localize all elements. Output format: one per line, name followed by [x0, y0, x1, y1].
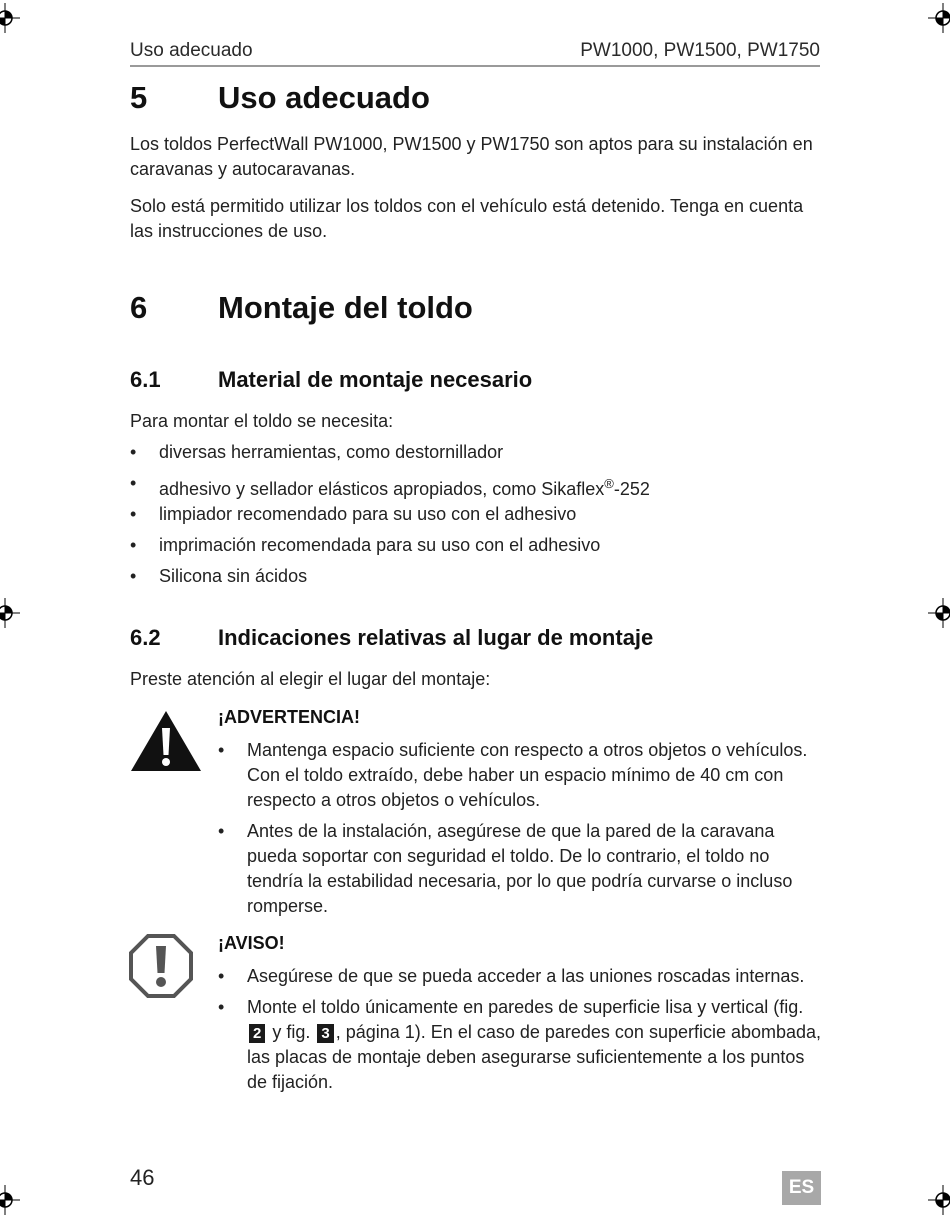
page-number: 46: [130, 1165, 155, 1190]
warning-item: [218, 819, 820, 919]
paragraph-intended-use-1: Los toldos PerfectWall PW1000, PW1500 y PW1750 son aptos para su instalación en caravanas y autocaravanas.: [130, 134, 813, 179]
running-header-section: Uso adecuado: [130, 40, 253, 61]
notice-text-part-b: y fig.: [272, 1022, 311, 1042]
registration-mark-bottom-right: [928, 1185, 950, 1215]
list-item: [130, 471, 820, 499]
heading-section-6-1: [130, 367, 820, 397]
heading-title: Montaje del toldo: [218, 290, 473, 325]
heading-section-6: [130, 290, 820, 330]
figure-ref-2: 2: [249, 1024, 265, 1043]
paragraph-location-intro: Preste atención al elegir el lugar del montaje:: [130, 669, 491, 689]
warning-label: ¡ADVERTENCIA!: [218, 707, 360, 727]
heading-section-6-2: [130, 625, 820, 655]
heading-title: Uso adecuado: [218, 80, 430, 115]
bullet: •: [130, 566, 137, 586]
heading-section-5: [130, 80, 820, 120]
bullet: •: [130, 535, 137, 555]
list-item-text: [159, 471, 650, 502]
registered-mark: ®: [604, 476, 614, 491]
heading-title: Indicaciones relativas al lugar de montaje: [218, 625, 654, 650]
list-item-text: limpiador recomendado para su uso con el adhesivo: [159, 504, 577, 524]
heading-number: 6: [130, 290, 148, 325]
list-item-text: Silicona sin ácidos: [159, 566, 308, 586]
bullet: •: [218, 997, 225, 1017]
registration-mark-mid-right: [928, 598, 950, 628]
header-rule: [130, 65, 820, 67]
list-item: [130, 564, 820, 589]
bullet: •: [218, 740, 225, 760]
list-item-text-main: adhesivo y sellador elásticos apropiados, como Sikaflex: [159, 479, 605, 499]
list-item: [130, 502, 820, 527]
list-item-text: imprimación recomendada para su uso con el adhesivo: [159, 535, 601, 555]
notice-item-text: [247, 995, 822, 1095]
running-header-models: PW1000, PW1500, PW1750: [580, 40, 820, 61]
notice-text-part-c: , página 1). En el caso de paredes con superficie abombada, las placas de montaje deben asegurarse suficientemente a los puntos de fijación.: [247, 1022, 822, 1092]
heading-number: 5: [130, 80, 148, 115]
heading-number: 6.2: [130, 625, 161, 650]
notice-octagon-icon: [128, 933, 194, 999]
registration-mark-top-left: [0, 3, 20, 33]
bullet: •: [130, 442, 137, 462]
notice-label: ¡AVISO!: [218, 933, 285, 953]
heading-title: Material de montaje necesario: [218, 367, 533, 392]
bullet: •: [130, 473, 137, 493]
list-item-text-suffix: -252: [613, 479, 650, 499]
bullet: •: [218, 821, 225, 841]
warning-item: [218, 738, 820, 813]
notice-text-part-a: Monte el toldo únicamente en paredes de superficie lisa y vertical (fig.: [247, 997, 804, 1017]
language-badge: ES: [782, 1171, 821, 1205]
notice-item-text: Asegúrese de que se pueda acceder a las uniones roscadas internas.: [247, 966, 805, 986]
warning-item-text: Mantenga espacio suficiente con respecto a otros objetos o vehículos. Con el toldo extraído, debe haber un espacio mínimo de 40 cm con respecto a otros objetos o vehículos.: [247, 740, 808, 810]
registration-mark-mid-left: [0, 598, 20, 628]
figure-ref-3: 3: [317, 1024, 333, 1043]
list-item-text: diversas herramientas, como destornillador: [159, 442, 504, 462]
notice-item: [218, 995, 820, 1095]
notice-item: [218, 964, 820, 989]
paragraph-intended-use-2: Solo está permitido utilizar los toldos con el vehículo está detenido. Tenga en cuenta las instrucciones de uso.: [130, 196, 804, 241]
heading-number: 6.1: [130, 367, 161, 392]
warning-triangle-icon: [130, 710, 202, 772]
warning-item-text: Antes de la instalación, asegúrese de que la pared de la caravana pueda soportar con seguridad el toldo. De lo contrario, el toldo no tendría la estabilidad necesaria, por lo que podría curvarse o incluso romperse.: [247, 821, 793, 916]
list-item: [130, 440, 820, 465]
bullet: •: [218, 966, 225, 986]
paragraph-materials-intro: Para montar el toldo se necesita:: [130, 411, 394, 431]
bullet: •: [130, 504, 137, 524]
registration-mark-top-right: [928, 3, 950, 33]
registration-mark-bottom-left: [0, 1185, 20, 1215]
list-item: [130, 533, 820, 558]
